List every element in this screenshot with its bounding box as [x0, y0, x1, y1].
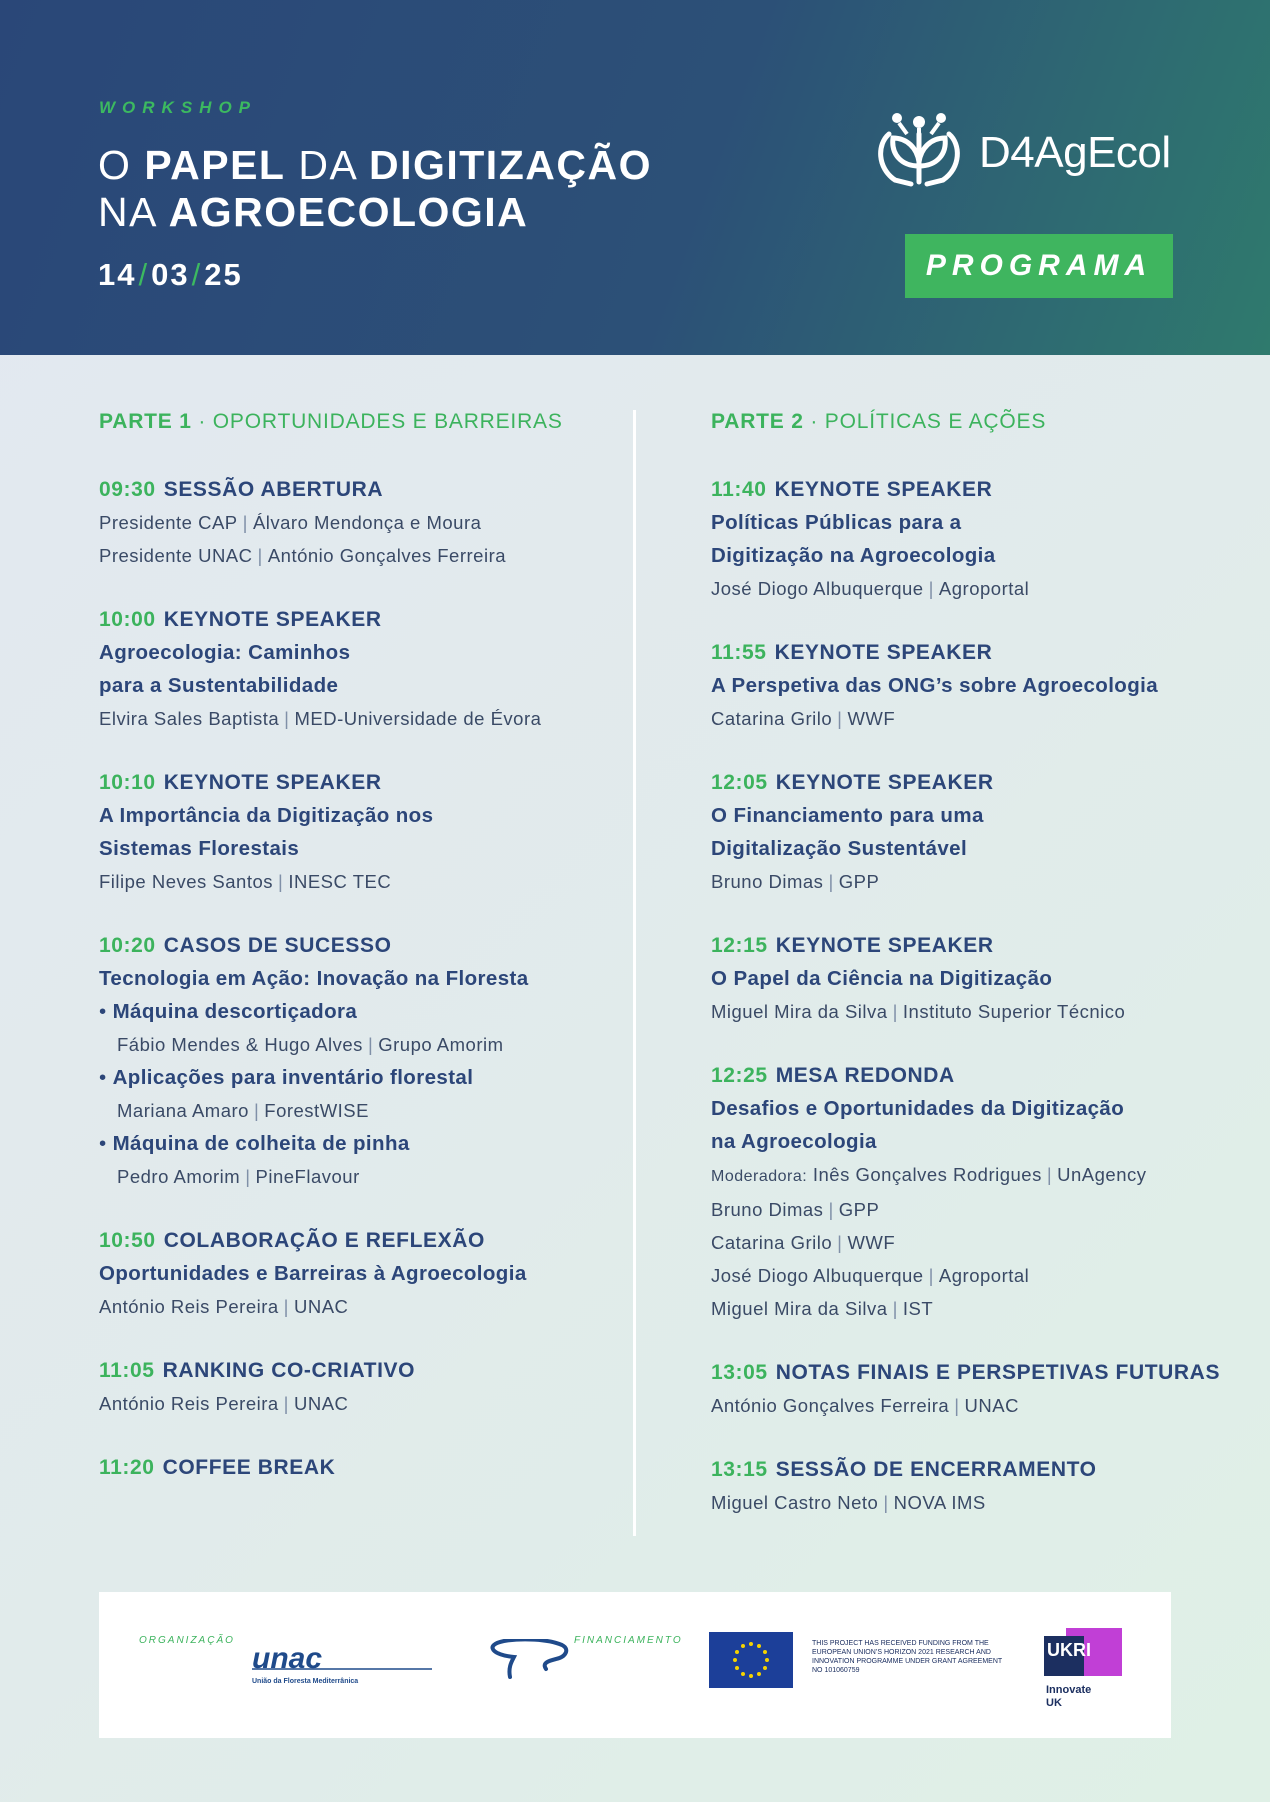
session-heading	[711, 929, 1251, 962]
title-word: DIGITIZAÇÃO	[368, 142, 652, 188]
speaker-name: Catarina Grilo	[711, 708, 833, 729]
column-divider	[633, 410, 636, 1536]
session-heading	[99, 1354, 619, 1387]
session-time: 10:00	[99, 608, 156, 631]
speaker-org: ForestWISE	[264, 1100, 369, 1121]
speaker-line: Filipe Neves Santos | INESC TEC	[99, 871, 392, 892]
speaker-org: Instituto Superior Técnico	[902, 1001, 1126, 1022]
session-1155	[711, 636, 1251, 735]
title-word: O	[98, 142, 132, 188]
session-type: COLABORAÇÃO E REFLEXÃO	[163, 1229, 485, 1252]
session-heading	[99, 1451, 619, 1484]
session-type: NOTAS FINAIS E PERSPETIVAS FUTURAS	[775, 1361, 1221, 1384]
moderator-line: Moderadora: Inês Gonçalves Rodrigues | UnAgency	[711, 1164, 1147, 1185]
session-1305	[711, 1356, 1251, 1422]
session-type: SESSÃO ABERTURA	[163, 478, 384, 501]
part-name: · POLÍTICAS E AÇÕES	[810, 410, 1047, 433]
list-item: • Máquina de colheita de pinha	[99, 1132, 410, 1155]
session-time: 10:20	[99, 934, 156, 957]
session-title: Agroecologia: Caminhos	[99, 641, 351, 664]
session-time: 12:25	[711, 1064, 768, 1087]
speaker-org: UNAC	[293, 1296, 349, 1317]
speaker-org: PineFlavour	[255, 1166, 360, 1187]
title-word: AGROECOLOGIA	[168, 189, 529, 235]
unac-logo-subtitle: União da Floresta Mediterrânica	[252, 1678, 359, 1685]
speaker-name: Miguel Castro Neto	[711, 1492, 879, 1513]
session-1050	[99, 1224, 619, 1323]
session-1215	[711, 929, 1251, 1028]
part1-column	[99, 410, 619, 1515]
session-time: 10:50	[99, 1229, 156, 1252]
list-item: • Máquina descortiçadora	[99, 1000, 358, 1023]
session-time: 13:05	[711, 1361, 768, 1384]
panelist-line: José Diogo Albuquerque | Agroportal	[711, 1265, 1030, 1286]
speaker-line: Miguel Mira da Silva | Instituto Superior Técnico	[711, 1001, 1126, 1022]
session-type: KEYNOTE SPEAKER	[775, 934, 994, 957]
speaker-name: Álvaro Mendonça e Moura	[252, 512, 482, 533]
session-title: Oportunidades e Barreiras à Agroecologia	[99, 1262, 527, 1285]
speaker-name: António Reis Pereira	[99, 1393, 279, 1414]
speaker-line: Presidente CAP | Álvaro Mendonça e Moura	[99, 512, 482, 533]
speaker-org: IST	[902, 1298, 934, 1319]
speaker-line: António Gonçalves Ferreira | UNAC	[711, 1395, 1019, 1416]
programa-button[interactable]: PROGRAMA	[905, 234, 1173, 298]
date-month: 03	[151, 257, 190, 292]
session-time: 11:20	[99, 1456, 155, 1479]
session-time: 12:15	[711, 934, 768, 957]
speaker-name: António Gonçalves Ferreira	[711, 1395, 950, 1416]
speaker-role: Presidente CAP	[99, 512, 238, 533]
speaker-line: Elvira Sales Baptista | MED-Universidade de Évora	[99, 708, 542, 729]
case-title: Máquina de colheita de pinha	[112, 1132, 410, 1155]
speaker-org: INESC TEC	[288, 871, 392, 892]
session-1120	[99, 1451, 619, 1484]
logo-text: D4AgEcol	[979, 128, 1171, 177]
session-heading	[711, 1453, 1251, 1486]
ukri-logo-text: UKRI	[1047, 1640, 1091, 1660]
speaker-name: Fábio Mendes & Hugo Alves	[117, 1034, 363, 1055]
session-1315	[711, 1453, 1251, 1519]
speaker-org: UnAgency	[1057, 1164, 1147, 1185]
session-type: KEYNOTE SPEAKER	[163, 771, 382, 794]
session-heading	[99, 473, 619, 506]
part-label: PARTE 2	[711, 410, 804, 433]
session-1140	[711, 473, 1251, 605]
financiamento-label: FINANCIAMENTO	[574, 1635, 683, 1646]
speaker-line: Mariana Amaro | ForestWISE	[117, 1100, 369, 1121]
speaker-role: Presidente UNAC	[99, 545, 253, 566]
session-0930	[99, 473, 619, 572]
speaker-org: WWF	[847, 708, 896, 729]
speaker-name: José Diogo Albuquerque	[711, 1265, 924, 1286]
session-1000	[99, 603, 619, 735]
session-time: 10:10	[99, 771, 156, 794]
session-time: 12:05	[711, 771, 768, 794]
session-type: COFFEE BREAK	[162, 1456, 336, 1479]
organizacao-label: ORGANIZAÇÃO	[139, 1635, 235, 1646]
speaker-org: NOVA IMS	[893, 1492, 986, 1513]
speaker-name: Miguel Mira da Silva	[711, 1001, 888, 1022]
session-time: 11:55	[711, 641, 767, 664]
session-type: RANKING CO-CRIATIVO	[162, 1359, 416, 1382]
speaker-name: Bruno Dimas	[711, 871, 824, 892]
panelist-line: Bruno Dimas | GPP	[711, 1199, 880, 1220]
speaker-line: Pedro Amorim | PineFlavour	[117, 1166, 360, 1187]
session-type: CASOS DE SUCESSO	[163, 934, 392, 957]
speaker-name: Filipe Neves Santos	[99, 871, 274, 892]
uk-label: UK	[1046, 1697, 1062, 1709]
title-word: DA	[298, 142, 357, 188]
session-type: KEYNOTE SPEAKER	[774, 478, 993, 501]
speaker-org: Agroportal	[938, 1265, 1030, 1286]
list-item: • Aplicações para inventário florestal	[99, 1066, 474, 1089]
part2-title	[711, 410, 1251, 440]
session-title: A Perspetiva das ONG’s sobre Agroecologia	[711, 674, 1159, 697]
panelist-line: Miguel Mira da Silva | IST	[711, 1298, 934, 1319]
sprout-icon	[871, 104, 967, 190]
speaker-name: Catarina Grilo	[711, 1232, 833, 1253]
unac-logo: unac	[252, 1642, 323, 1675]
session-type: KEYNOTE SPEAKER	[775, 771, 994, 794]
speaker-org: UNAC	[293, 1393, 349, 1414]
moderator-label: Moderadora:	[711, 1168, 808, 1185]
speaker-line: António Reis Pereira | UNAC	[99, 1393, 349, 1414]
session-1105	[99, 1354, 619, 1420]
session-title: Desafios e Oportunidades da Digitização	[711, 1097, 1125, 1120]
speaker-name: José Diogo Albuquerque	[711, 578, 924, 599]
speaker-name: Inês Gonçalves Rodrigues	[812, 1164, 1042, 1185]
speaker-line: António Reis Pereira | UNAC	[99, 1296, 349, 1317]
sponsors-footer	[99, 1592, 1171, 1738]
speaker-name: Pedro Amorim	[117, 1166, 241, 1187]
speaker-org: Grupo Amorim	[378, 1034, 504, 1055]
session-heading	[711, 473, 1251, 506]
case-title: Aplicações para inventário florestal	[112, 1066, 474, 1089]
session-heading	[99, 603, 619, 636]
speaker-line: Bruno Dimas | GPP	[711, 871, 880, 892]
page-title	[98, 142, 652, 236]
session-title: na Agroecologia	[711, 1130, 877, 1153]
session-1010	[99, 766, 619, 898]
session-title: para a Sustentabilidade	[99, 674, 339, 697]
eu-funding-text: THIS PROJECT HAS RECEIVED FUNDING FROM THE EUROPEAN UNION’S HORIZON 2021 RESEARCH AND INNOVATION PROGRAMME UNDER GRANT AGREEMENT NO 101060759	[812, 1640, 1003, 1674]
case-title: Máquina descortiçadora	[112, 1000, 358, 1023]
speaker-name: António Gonçalves Ferreira	[267, 545, 507, 566]
speaker-line: Miguel Castro Neto | NOVA IMS	[711, 1492, 986, 1513]
speaker-name: Elvira Sales Baptista	[99, 708, 280, 729]
speaker-org: MED-Universidade de Évora	[294, 708, 542, 729]
session-type: KEYNOTE SPEAKER	[774, 641, 993, 664]
d4agecol-logo	[871, 104, 1181, 190]
date-year: 25	[204, 257, 243, 292]
eu-flag-icon	[709, 1632, 793, 1688]
session-heading	[711, 636, 1251, 669]
session-1020	[99, 929, 619, 1193]
unac-tree-icon	[252, 1639, 592, 1681]
speaker-name: Miguel Mira da Silva	[711, 1298, 888, 1319]
session-title: Digitalização Sustentável	[711, 837, 968, 860]
speaker-org: GPP	[838, 1199, 880, 1220]
speaker-name: Mariana Amaro	[117, 1100, 249, 1121]
session-type: SESSÃO DE ENCERRAMENTO	[775, 1458, 1097, 1481]
session-type: MESA REDONDA	[775, 1064, 955, 1087]
speaker-line: José Diogo Albuquerque | Agroportal	[711, 578, 1030, 599]
session-1205	[711, 766, 1251, 898]
session-type: KEYNOTE SPEAKER	[163, 608, 382, 631]
session-1225	[711, 1059, 1251, 1325]
session-title: O Financiamento para uma	[711, 804, 984, 827]
session-title: O Papel da Ciência na Digitização	[711, 967, 1053, 990]
speaker-org: UNAC	[964, 1395, 1019, 1416]
innovate-label: Innovate	[1046, 1684, 1092, 1696]
date-day: 14	[98, 257, 137, 292]
speaker-org: Agroportal	[938, 578, 1030, 599]
workshop-label: WORKSHOP	[99, 98, 257, 117]
part-name: · OPORTUNIDADES E BARREIRAS	[198, 410, 563, 433]
part2-column	[711, 410, 1251, 1550]
session-heading	[711, 1059, 1251, 1092]
speaker-line: Presidente UNAC | António Gonçalves Ferreira	[99, 545, 507, 566]
session-heading	[711, 766, 1251, 799]
date-separator: /	[138, 257, 150, 292]
panelist-line: Catarina Grilo | WWF	[711, 1232, 896, 1253]
part1-title	[99, 410, 619, 440]
event-date	[98, 257, 243, 293]
title-word: PAPEL	[144, 142, 286, 188]
session-time: 13:15	[711, 1458, 768, 1481]
session-title: Digitização na Agroecologia	[711, 544, 996, 567]
speaker-line: Fábio Mendes & Hugo Alves | Grupo Amorim	[117, 1034, 504, 1055]
title-word: NA	[98, 189, 156, 235]
session-heading	[99, 766, 619, 799]
header-banner	[0, 0, 1270, 355]
session-time: 11:05	[99, 1359, 155, 1382]
speaker-org: GPP	[838, 871, 880, 892]
speaker-name: António Reis Pereira	[99, 1296, 279, 1317]
session-heading	[711, 1356, 1251, 1389]
session-title: Tecnologia em Ação: Inovação na Floresta	[99, 967, 529, 990]
speaker-line: Catarina Grilo | WWF	[711, 708, 896, 729]
session-title: Políticas Públicas para a	[711, 511, 962, 534]
speaker-org: WWF	[847, 1232, 896, 1253]
session-heading	[99, 1224, 619, 1257]
session-time: 11:40	[711, 478, 767, 501]
date-separator: /	[191, 257, 203, 292]
session-time: 09:30	[99, 478, 156, 501]
session-title: A Importância da Digitização nos	[99, 804, 434, 827]
part-label: PARTE 1	[99, 410, 192, 433]
session-heading	[99, 929, 619, 962]
innovate-uk-text	[1046, 1684, 1091, 1710]
session-title: Sistemas Florestais	[99, 837, 300, 860]
speaker-name: Bruno Dimas	[711, 1199, 824, 1220]
